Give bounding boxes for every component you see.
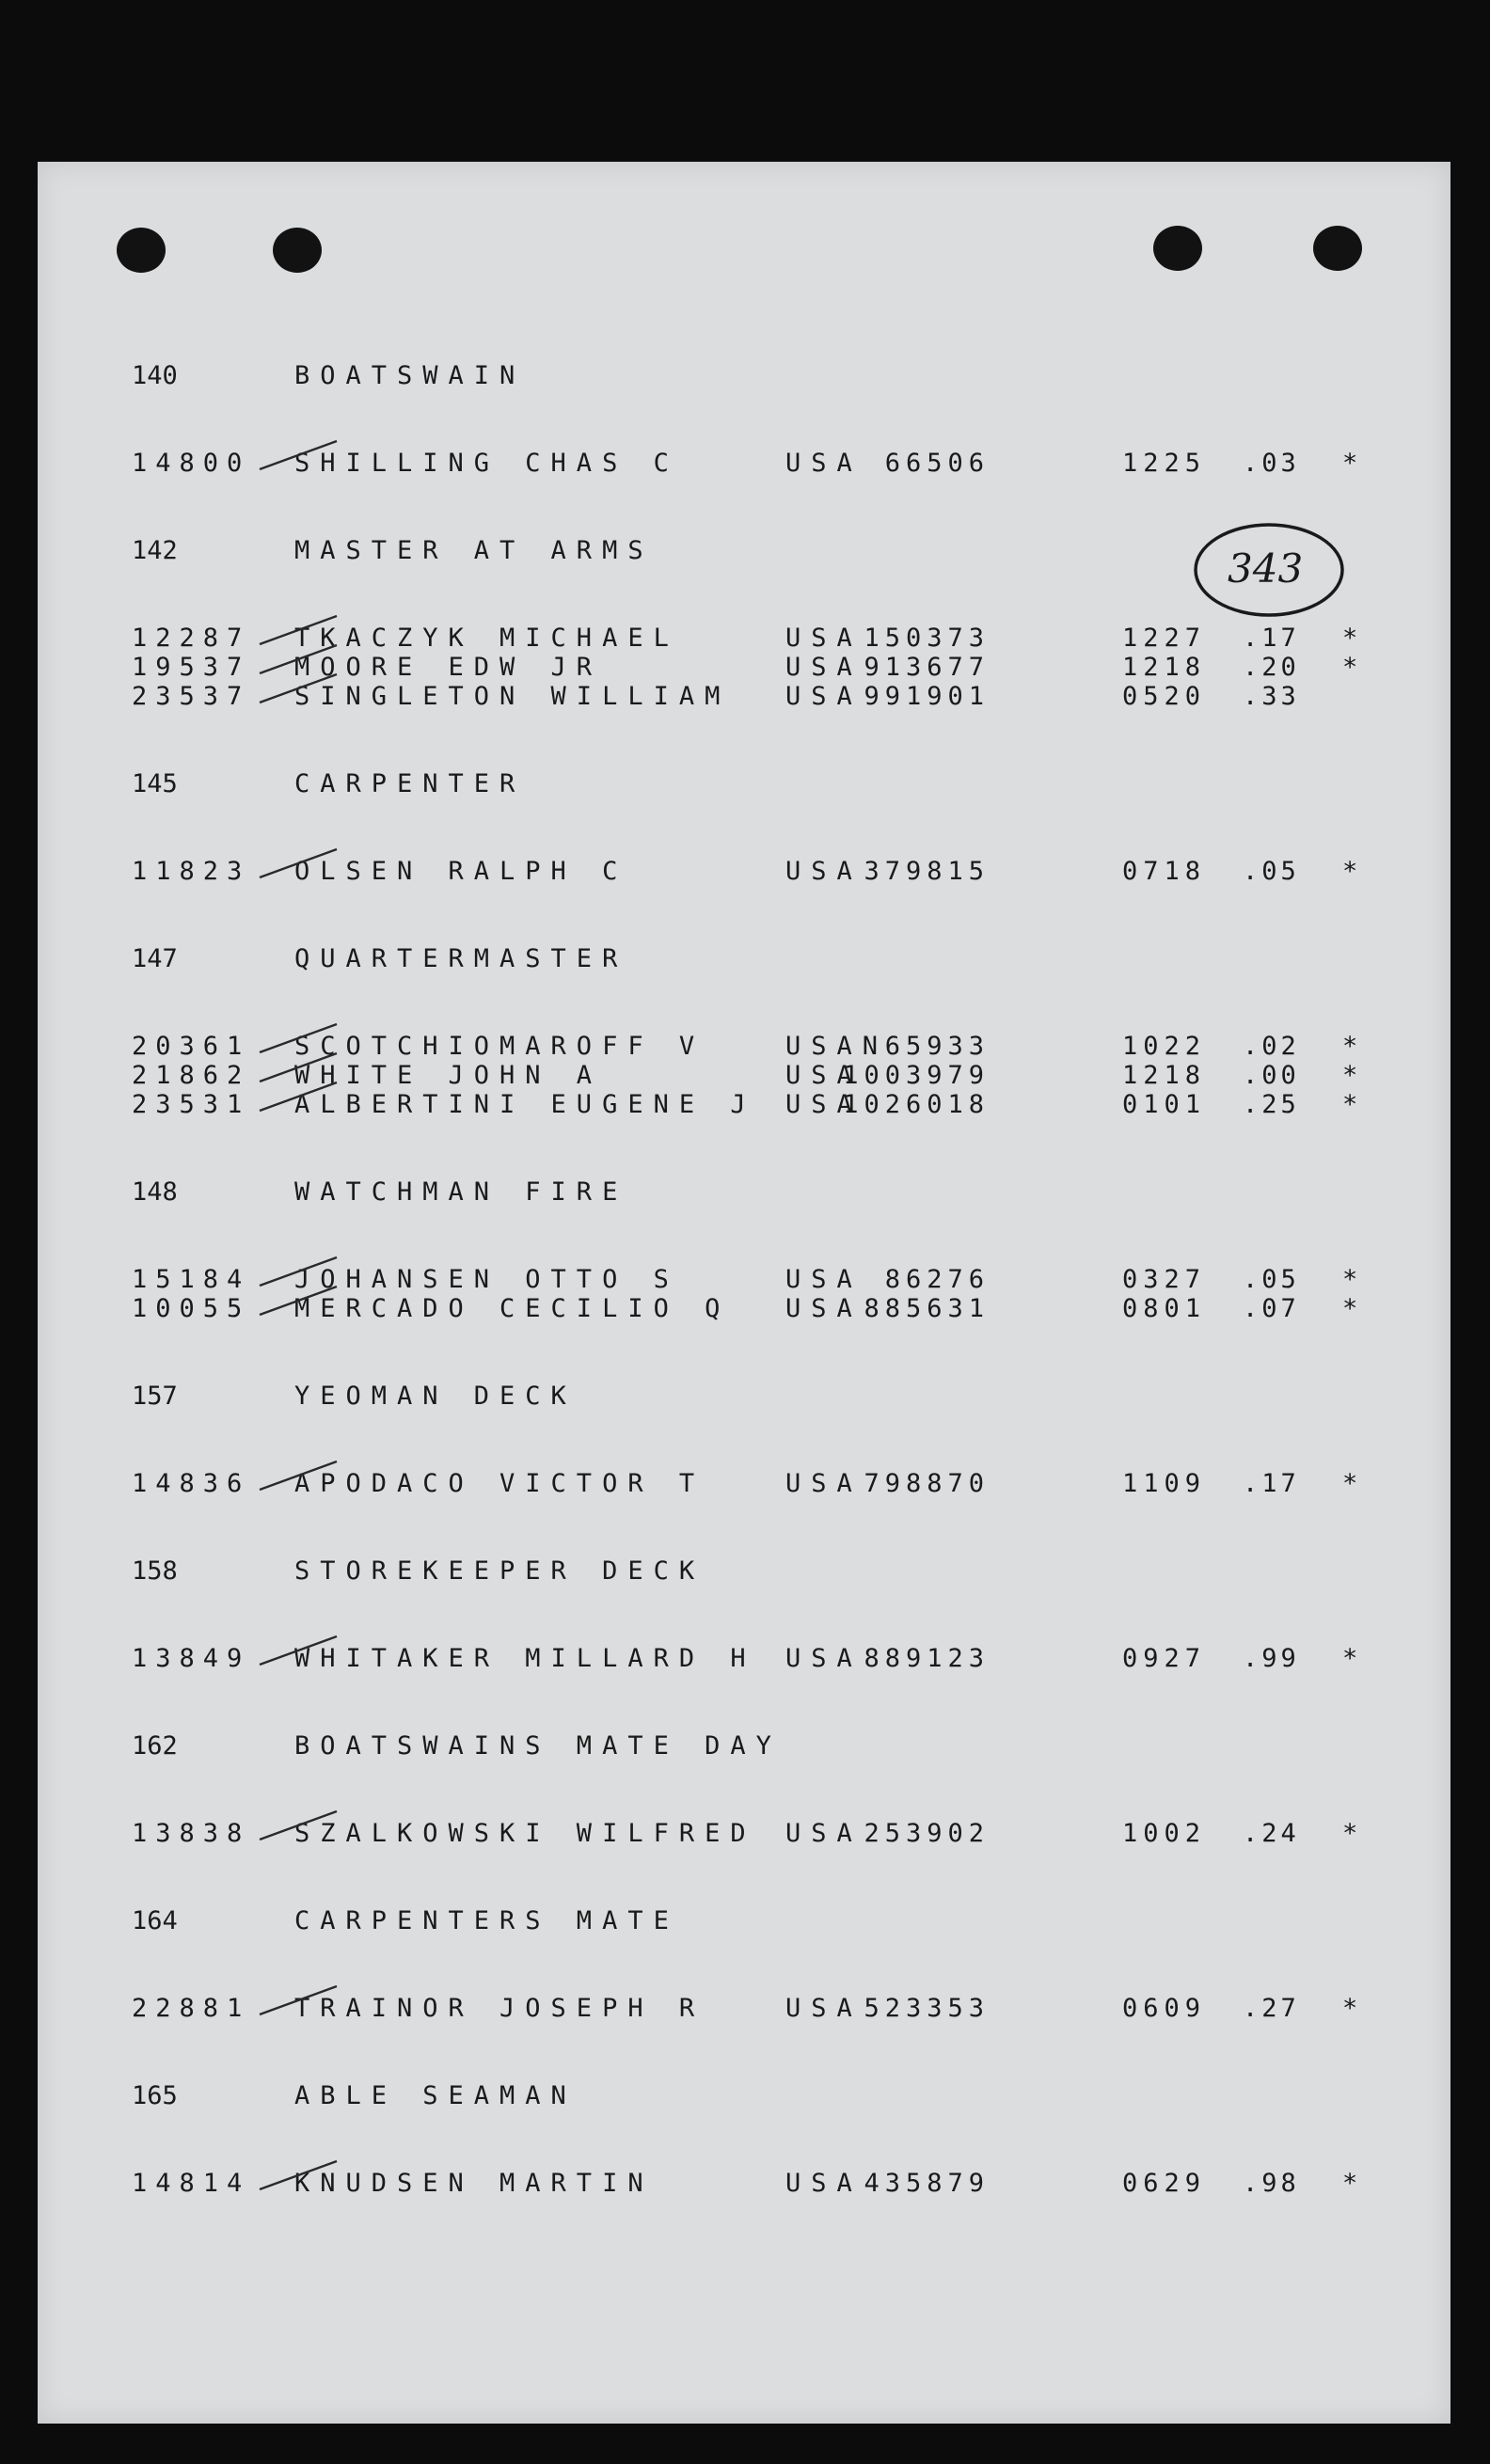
entry-number: 150373: [864, 624, 990, 653]
entry-date: 1002: [1122, 1819, 1207, 1848]
entry-mark: *: [1342, 1994, 1358, 2023]
entry-citizenship: USA: [785, 1819, 863, 1848]
entry-citizenship: USA: [785, 1090, 863, 1119]
entry-mark: *: [1342, 449, 1358, 478]
section-header: [38, 1731, 1450, 1765]
section-code: 157: [132, 1382, 178, 1411]
entry-number: 253902: [864, 1819, 990, 1848]
entry-date: 1218: [1122, 653, 1207, 682]
crew-entry: [38, 1090, 1450, 1124]
crew-entry: [38, 1994, 1450, 2028]
entry-name: ALBERTINI EUGENE J: [294, 1090, 756, 1119]
entry-rating: .99: [1243, 1644, 1300, 1673]
entry-rating: .98: [1243, 2169, 1300, 2198]
entry-citizenship: USAN: [785, 1032, 889, 1061]
entry-name: KNUDSEN MARTIN: [294, 2169, 654, 2198]
entry-citizenship: USA: [785, 1294, 863, 1323]
entry-name: OLSEN RALPH C: [294, 857, 628, 886]
entry-citizenship: USA: [785, 1061, 863, 1090]
entry-number: 1003979: [843, 1061, 990, 1090]
entry-citizenship: USA: [785, 624, 863, 653]
entry-rating: .24: [1243, 1819, 1300, 1848]
entry-rating: .27: [1243, 1994, 1300, 2023]
entry-mark: *: [1342, 624, 1358, 653]
entry-citizenship: USA: [785, 653, 863, 682]
entry-citizenship: USA: [785, 1469, 863, 1498]
entry-name: WHITE JOHN A: [294, 1061, 603, 1090]
entry-rating: .25: [1243, 1090, 1300, 1119]
page-number-text: 343: [1228, 545, 1304, 592]
entry-rating: .05: [1243, 1265, 1300, 1294]
entry-id: 15184: [132, 1265, 251, 1294]
entry-rating: .17: [1243, 1469, 1300, 1498]
crew-entry: [38, 1294, 1450, 1328]
entry-number: 66506: [884, 449, 990, 478]
section-header: [38, 1906, 1450, 1940]
entry-citizenship: USA: [785, 449, 863, 478]
entry-number: 65933: [884, 1032, 990, 1061]
entry-name: SCOTCHIOMAROFF V: [294, 1032, 705, 1061]
entry-name: MERCADO CECILIO Q: [294, 1294, 731, 1323]
entry-rating: .20: [1243, 653, 1300, 682]
entry-number: 379815: [864, 857, 990, 886]
entry-id: 11823: [132, 857, 251, 886]
section-header: [38, 1556, 1450, 1590]
section-title: YEOMAN DECK: [294, 1382, 577, 1411]
entry-mark: *: [1342, 857, 1358, 886]
section-title: MASTER AT ARMS: [294, 536, 654, 565]
entry-mark: *: [1342, 1294, 1358, 1323]
entry-name: TKACZYK MICHAEL: [294, 624, 679, 653]
entry-mark: *: [1342, 1819, 1358, 1848]
entry-name: SHILLING CHAS C: [294, 449, 679, 478]
section-header: [38, 1382, 1450, 1415]
entry-date: 0801: [1122, 1294, 1207, 1323]
entry-citizenship: USA: [785, 857, 863, 886]
section-title: WATCHMAN FIRE: [294, 1177, 628, 1207]
entry-id: 14814: [132, 2169, 251, 2198]
entry-id: 12287: [132, 624, 251, 653]
entry-id: 13849: [132, 1644, 251, 1673]
section-title: BOATSWAIN: [294, 361, 526, 390]
section-title: ABLE SEAMAN: [294, 2081, 577, 2110]
entry-date: 0101: [1122, 1090, 1207, 1119]
entry-mark: *: [1342, 1644, 1358, 1673]
entry-rating: .05: [1243, 857, 1300, 886]
section-title: CARPENTER: [294, 769, 526, 798]
entry-date: 1225: [1122, 449, 1207, 478]
entry-mark: *: [1342, 2169, 1358, 2198]
section-code: 140: [132, 361, 178, 390]
entry-date: 0327: [1122, 1265, 1207, 1294]
entry-date: 1109: [1122, 1469, 1207, 1498]
entry-id: 23531: [132, 1090, 251, 1119]
section-code: 145: [132, 769, 178, 798]
section-title: QUARTERMASTER: [294, 944, 628, 973]
section-header: [38, 361, 1450, 395]
section-title: STOREKEEPER DECK: [294, 1556, 705, 1586]
entry-rating: .00: [1243, 1061, 1300, 1090]
entry-date: 0718: [1122, 857, 1207, 886]
entry-citizenship: USA: [785, 1265, 863, 1294]
entry-name: JOHANSEN OTTO S: [294, 1265, 679, 1294]
entry-mark: *: [1342, 1090, 1358, 1119]
entry-number: 913677: [864, 653, 990, 682]
section-code: 148: [132, 1177, 178, 1207]
entry-mark: *: [1342, 1061, 1358, 1090]
entry-id: 23537: [132, 682, 251, 711]
section-title: BOATSWAINS MATE DAY: [294, 1731, 782, 1761]
crew-entry: [38, 1644, 1450, 1678]
crew-entry: [38, 2169, 1450, 2203]
section-code: 162: [132, 1731, 178, 1761]
entry-name: WHITAKER MILLARD H: [294, 1644, 756, 1673]
section-code: 158: [132, 1556, 178, 1586]
entry-number: 798870: [864, 1469, 990, 1498]
section-header: [38, 769, 1450, 803]
entry-number: 86276: [884, 1265, 990, 1294]
entry-id: 22881: [132, 1994, 251, 2023]
crew-entry: [38, 1819, 1450, 1853]
entry-date: 1022: [1122, 1032, 1207, 1061]
entry-mark: *: [1342, 1469, 1358, 1498]
entry-name: APODACO VICTOR T: [294, 1469, 705, 1498]
entry-date: 1218: [1122, 1061, 1207, 1090]
document-page: [38, 162, 1450, 2424]
entry-date: 0520: [1122, 682, 1207, 711]
entry-number: 885631: [864, 1294, 990, 1323]
entry-id: 21862: [132, 1061, 251, 1090]
entry-id: 14800: [132, 449, 251, 478]
section-title: CARPENTERS MATE: [294, 1906, 679, 1935]
entry-date: 0629: [1122, 2169, 1207, 2198]
entry-name: SINGLETON WILLIAM: [294, 682, 731, 711]
section-code: 165: [132, 2081, 178, 2110]
entry-citizenship: USA: [785, 1994, 863, 2023]
entry-rating: .07: [1243, 1294, 1300, 1323]
entry-number: 1026018: [843, 1090, 990, 1119]
entry-id: 10055: [132, 1294, 251, 1323]
entry-name: SZALKOWSKI WILFRED: [294, 1819, 756, 1848]
entry-date: 1227: [1122, 624, 1207, 653]
crew-list: [38, 162, 1450, 2424]
entry-rating: .03: [1243, 449, 1300, 478]
entry-id: 19537: [132, 653, 251, 682]
entry-name: TRAINOR JOSEPH R: [294, 1994, 705, 2023]
entry-number: 991901: [864, 682, 990, 711]
section-header: [38, 944, 1450, 978]
entry-rating: .17: [1243, 624, 1300, 653]
entry-date: 0927: [1122, 1644, 1207, 1673]
section-header: [38, 1177, 1450, 1211]
crew-entry: [38, 1469, 1450, 1503]
crew-entry: [38, 857, 1450, 891]
entry-number: 435879: [864, 2169, 990, 2198]
entry-citizenship: USA: [785, 682, 863, 711]
entry-citizenship: USA: [785, 2169, 863, 2198]
section-header: [38, 2081, 1450, 2115]
entry-number: 889123: [864, 1644, 990, 1673]
entry-mark: *: [1342, 1265, 1358, 1294]
entry-number: 523353: [864, 1994, 990, 2023]
section-code: 142: [132, 536, 178, 565]
entry-date: 0609: [1122, 1994, 1207, 2023]
entry-mark: *: [1342, 1032, 1358, 1061]
section-code: 147: [132, 944, 178, 973]
section-code: 164: [132, 1906, 178, 1935]
entry-id: 20361: [132, 1032, 251, 1061]
entry-rating: .33: [1243, 682, 1300, 711]
entry-rating: .02: [1243, 1032, 1300, 1061]
entry-id: 14836: [132, 1469, 251, 1498]
entry-name: MOORE EDW JR: [294, 653, 603, 682]
handwritten-page-number: [1188, 517, 1346, 623]
entry-mark: *: [1342, 653, 1358, 682]
crew-entry: [38, 682, 1450, 716]
entry-citizenship: USA: [785, 1644, 863, 1673]
crew-entry: [38, 449, 1450, 482]
entry-id: 13838: [132, 1819, 251, 1848]
